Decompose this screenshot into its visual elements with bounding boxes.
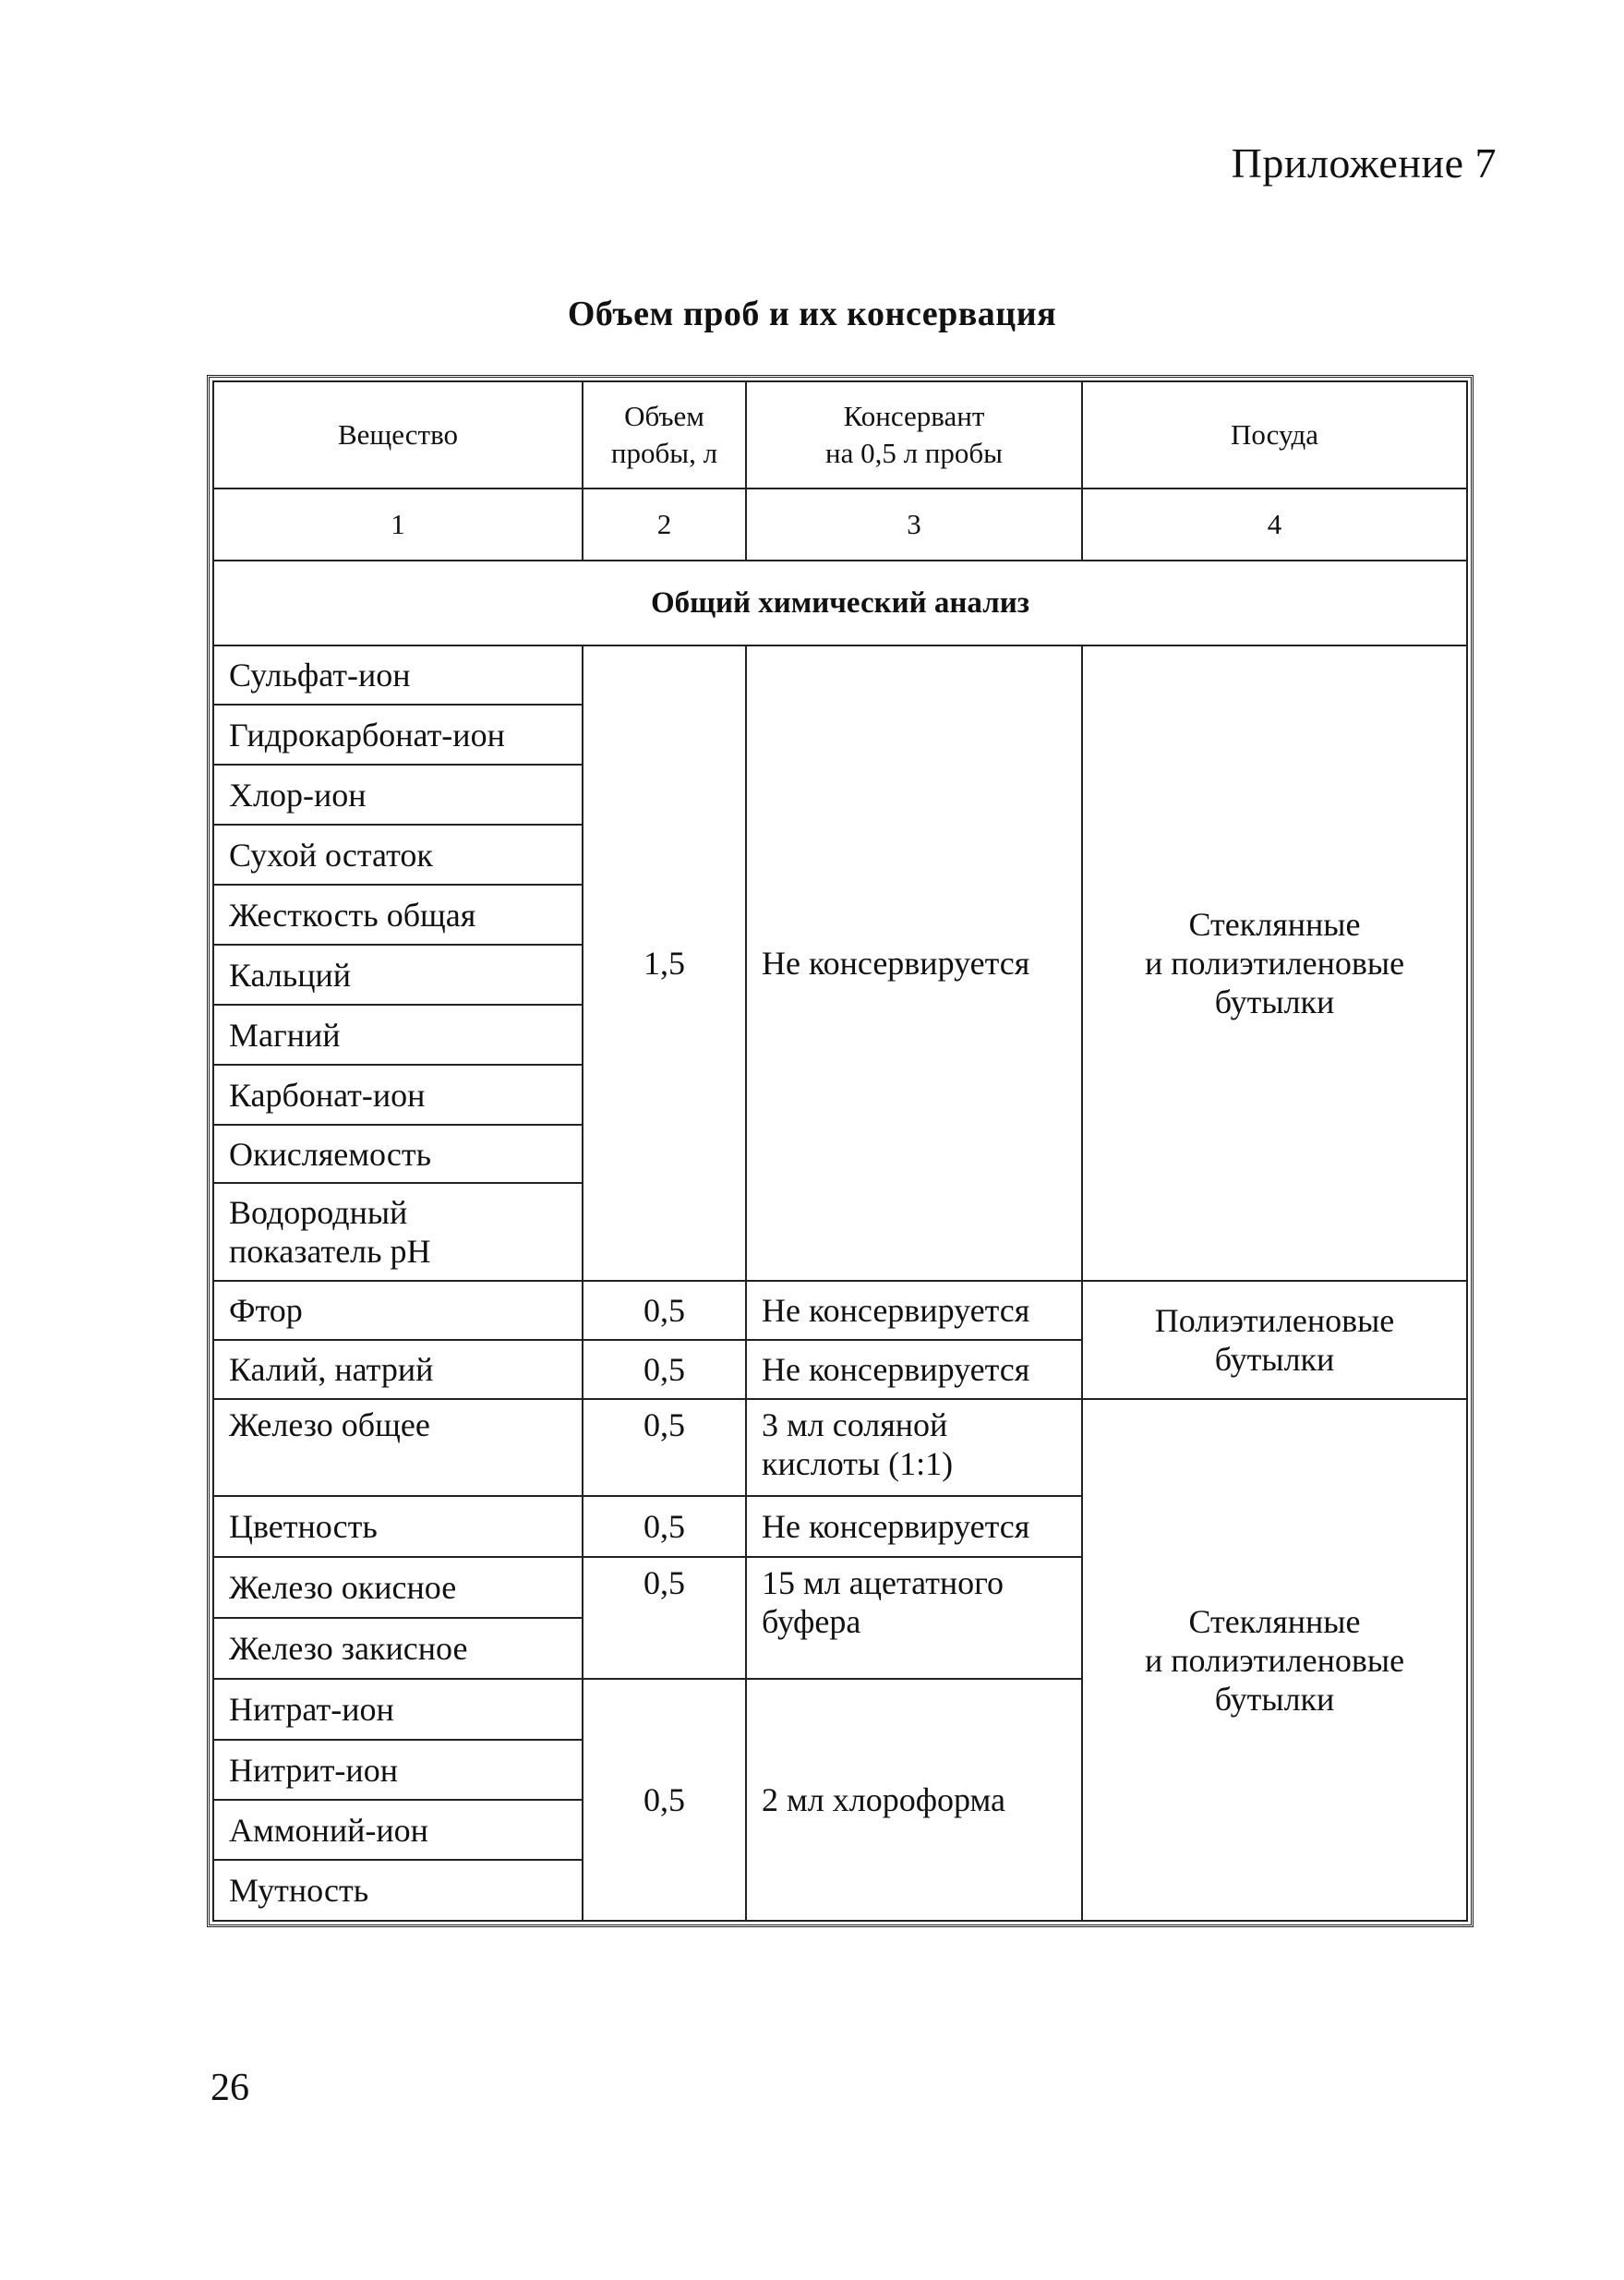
substance-cell: Фтор — [213, 1281, 583, 1340]
table-row — [213, 1399, 1467, 1496]
column-number-row — [213, 489, 1467, 561]
substance-cell: Цветность — [213, 1496, 583, 1557]
preservative-cell: 15 мл ацетатного буфера — [746, 1557, 1082, 1679]
substance-cell: Кальций — [213, 945, 583, 1005]
substance-cell: Сульфат-ион — [213, 645, 583, 705]
volume-cell: 0,5 — [583, 1399, 746, 1496]
preservative-cell: 3 мл соляной кислоты (1:1) — [746, 1399, 1082, 1496]
preservative-cell: Не консервируется — [746, 1281, 1082, 1340]
substance-cell: Мутность — [213, 1860, 583, 1921]
substance-cell: Железо окисное — [213, 1557, 583, 1618]
volume-cell: 0,5 — [583, 1281, 746, 1340]
preservative-cell: Не консервируется — [746, 1496, 1082, 1557]
substance-cell: Водородный показатель рН — [213, 1183, 583, 1281]
table-row — [213, 1281, 1467, 1340]
volume-cell: 0,5 — [583, 1679, 746, 1921]
substance-cell: Гидрокарбонат-ион — [213, 705, 583, 765]
substance-cell: Нитрит-ион — [213, 1740, 583, 1800]
volume-cell: 0,5 — [583, 1340, 746, 1399]
column-number: 4 — [1082, 489, 1467, 561]
header-substance: Вещество — [213, 381, 583, 489]
substance-cell: Карбонат-ион — [213, 1065, 583, 1125]
substance-cell: Сухой остаток — [213, 825, 583, 885]
dishes-cell: Полиэтиленовые бутылки — [1082, 1281, 1467, 1399]
substance-cell: Железо закисное — [213, 1618, 583, 1679]
volume-cell: 0,5 — [583, 1496, 746, 1557]
header-dishes: Посуда — [1082, 381, 1467, 489]
dishes-cell: Стеклянные и полиэтиленовые бутылки — [1082, 645, 1467, 1281]
header-volume: Объем пробы, л — [583, 381, 746, 489]
substance-cell: Нитрат-ион — [213, 1679, 583, 1740]
section-title: Общий химический анализ — [213, 561, 1467, 645]
substance-cell: Железо общее — [213, 1399, 583, 1496]
volume-cell: 1,5 — [583, 645, 746, 1281]
column-number: 1 — [213, 489, 583, 561]
substance-cell: Аммоний-ион — [213, 1800, 583, 1860]
header-preservative: Консервант на 0,5 л пробы — [746, 381, 1082, 489]
table-header-row — [213, 381, 1467, 489]
page-number: 26 — [211, 2067, 249, 2109]
column-number: 2 — [583, 489, 746, 561]
dishes-cell: Стеклянные и полиэтиленовые бутылки — [1082, 1399, 1467, 1921]
substance-cell: Окисляемость — [213, 1125, 583, 1183]
volume-cell: 0,5 — [583, 1557, 746, 1679]
section-row — [213, 561, 1467, 645]
preservative-cell: Не консервируется — [746, 645, 1082, 1281]
column-number: 3 — [746, 489, 1082, 561]
substance-cell: Хлор-ион — [213, 765, 583, 825]
preservative-cell: Не консервируется — [746, 1340, 1082, 1399]
substance-cell: Жесткость общая — [213, 885, 583, 945]
appendix-label: Приложение 7 — [1231, 139, 1497, 187]
substance-cell: Калий, натрий — [213, 1340, 583, 1399]
page-title: Объем проб и их консервация — [567, 295, 1057, 333]
table-row — [213, 645, 1467, 705]
preservative-cell: 2 мл хлороформа — [746, 1679, 1082, 1921]
substance-cell: Магний — [213, 1005, 583, 1065]
samples-table — [212, 380, 1468, 1922]
